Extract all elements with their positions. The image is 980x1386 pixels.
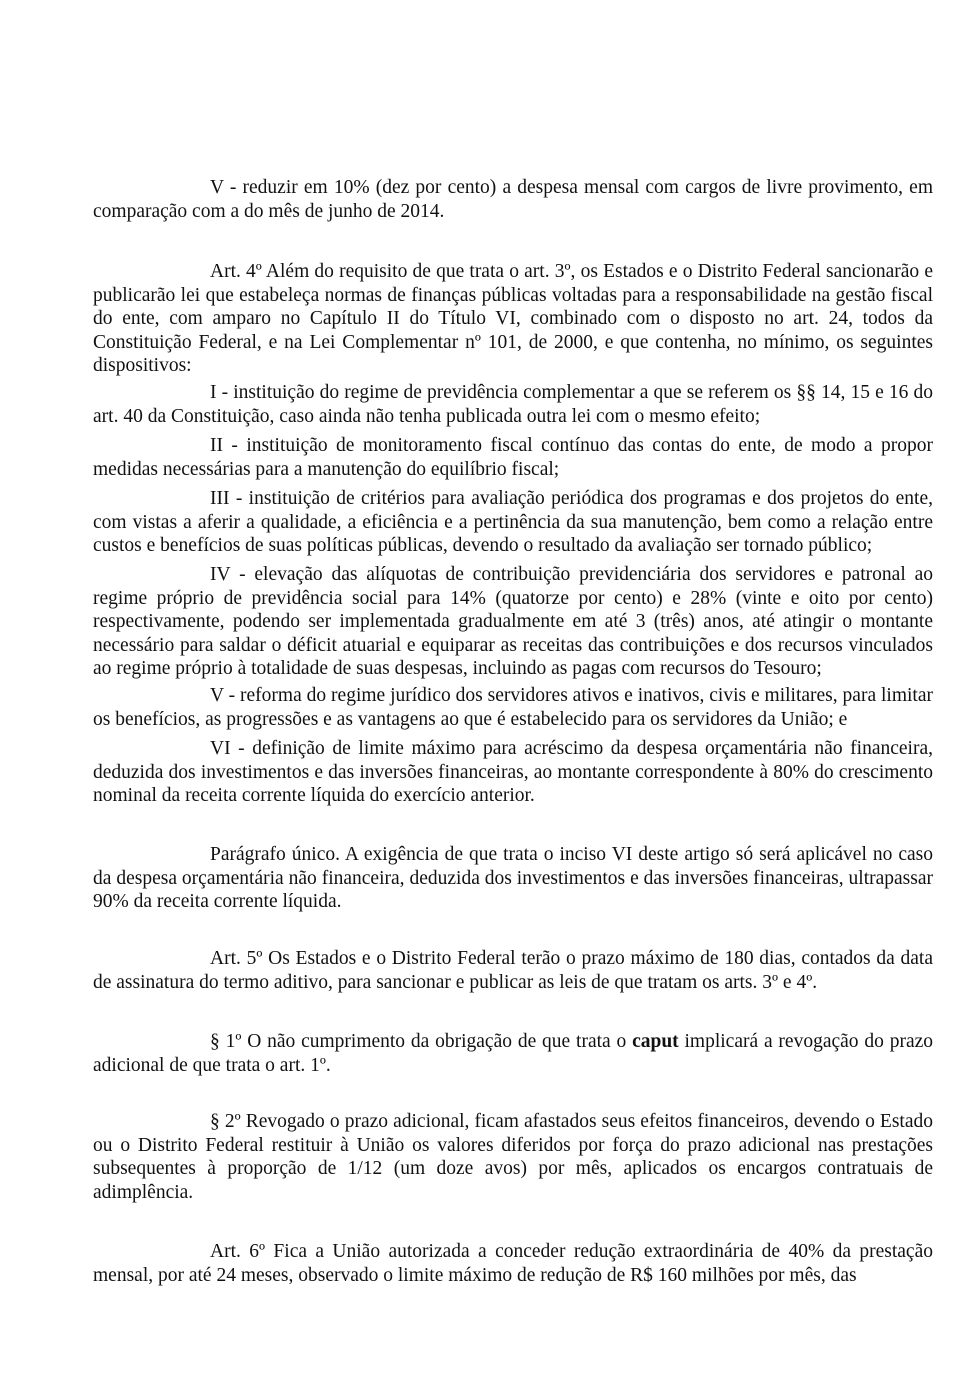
paragraph-art-4-inciso-i: I - instituição do regime de previdência complementar a que se referem os §§ 14, 15 e 16 do art. 40 da Constituição, caso ainda não tenha publicada outra lei com o mesmo efeito; [93, 382, 933, 427]
paragraph-art-4-inciso-iv: IV - elevação das alíquotas de contribuição previdenciária dos servidores e patronal ao regime próprio de previdência social para 14% (quatorze por cento) e 28% (vinte e oito por cento) respectivamente, podendo ser implementada gradualmente em até 3 (três) anos, até atingir o montante necessário para saldar o déficit atuarial e equiparar as receitas das contribuições e dos recursos vinculados ao regime próprio à totalidade de suas despesas, incluindo as pagas com recursos do Tesouro; [93, 564, 933, 679]
par-1-text-start: § 1º O não cumprimento da obrigação de que trata o [210, 1031, 633, 1052]
paragraph-art-5-par-1 [93, 1030, 933, 1077]
par-1-text-end: implicará a revogação do prazo adicional de que trata o art. 1º. [93, 1031, 933, 1076]
paragraph-art-4-inciso-iii: III - instituição de critérios para avaliação periódica dos programas e dos projetos do ente, com vistas a aferir a qualidade, a eficiência e a pertinência da sua manutenção, bem como a relação entre custos e benefícios de suas políticas públicas, devendo o resultado da avaliação ser tornado público; [93, 488, 933, 556]
paragraph-art-4-inciso-ii: II - instituição de monitoramento fiscal contínuo das contas do ente, de modo a propor medidas necessárias para a manutenção do equilíbrio fiscal; [93, 435, 933, 480]
paragraph-art-4: Art. 4º Além do requisito de que trata o art. 3º, os Estados e o Distrito Federal sancionarão e publicarão lei que estabeleça normas de finanças públicas voltadas para a responsabilidade na gestão fiscal do ente, com amparo no Capítulo II do Título VI, combinado com o disposto no art. 24, todos da Constituição Federal, e na Lei Complementar nº 101, de 2000, e que contenha, no mínimo, os seguintes dispositivos: [93, 261, 933, 376]
paragraph-art-6: Art. 6º Fica a União autorizada a conceder redução extraordinária de 40% da prestação mensal, por até 24 meses, observado o limite máximo de redução de R$ 160 milhões por mês, das [93, 1241, 933, 1286]
paragraph-art-5: Art. 5º Os Estados e o Distrito Federal terão o prazo máximo de 180 dias, contados da data de assinatura do termo aditivo, para sancionar e publicar as leis de que tratam os arts. 3º e 4º. [93, 948, 933, 993]
paragraph-art-5-par-2: § 2º Revogado o prazo adicional, ficam afastados seus efeitos financeiros, devendo o Estado ou o Distrito Federal restituir à União os valores diferidos por força do prazo adicional nas prestações subsequentes à proporção de 1/12 (um doze avos) por mês, aplicados os encargos contratuais de adimplência. [93, 1111, 933, 1203]
paragraph-unico: Parágrafo único. A exigência de que trata o inciso VI deste artigo só será aplicável no caso da despesa orçamentária não financeira, deduzida dos investimentos e das inversões financeiras, ultrapassar 90% da receita corrente líquida. [93, 844, 933, 912]
paragraph-art-4-inciso-v: V - reforma do regime jurídico dos servidores ativos e inativos, civis e militares, para limitar os benefícios, as progressões e as vantagens ao que é estabelecido para os servidores da União; e [93, 685, 933, 730]
caput-term: caput [632, 1031, 679, 1052]
paragraph-art-4-inciso-vi: VI - definição de limite máximo para acréscimo da despesa orçamentária não financeira, deduzida dos investimentos e das inversões financeiras, ao montante correspondente à 80% do crescimento nominal da receita corrente líquida do exercício anterior. [93, 738, 933, 806]
paragraph-inciso-v-cargos: V - reduzir em 10% (dez por cento) a despesa mensal com cargos de livre provimento, em comparação com a do mês de junho de 2014. [93, 177, 933, 222]
